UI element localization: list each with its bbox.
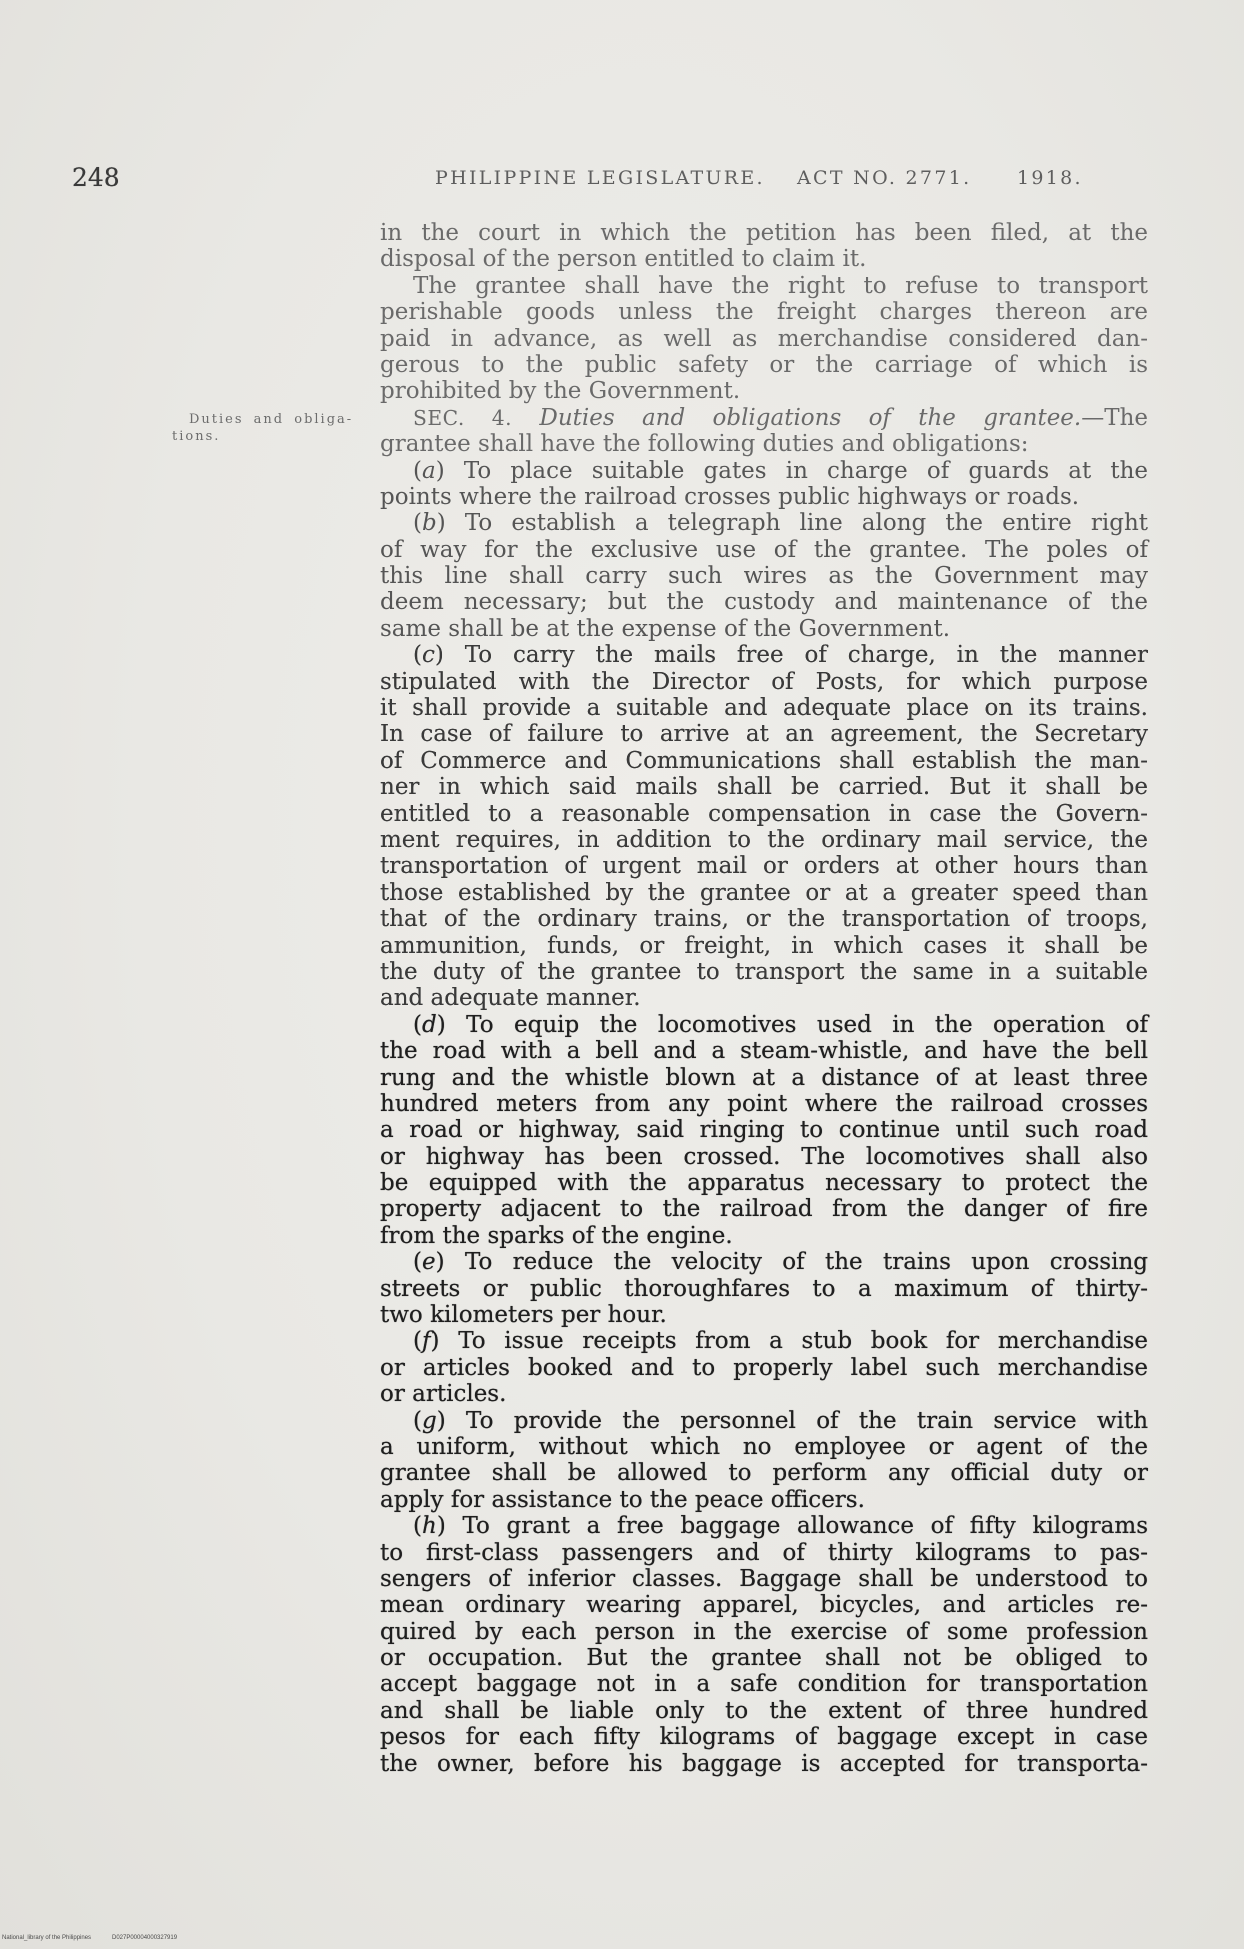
- body-line: [380, 589, 1148, 615]
- line-text: same shall be at the expense of the Government.: [380, 615, 951, 642]
- line-text: sengers of inferior classes. Baggage shall be understood to: [380, 1565, 1148, 1592]
- paragraph: [380, 220, 1148, 273]
- body-line: [380, 1302, 1148, 1328]
- line-text: the owner, before his baggage is accepted for transporta-: [380, 1750, 1148, 1777]
- line-text: or articles.: [380, 1381, 507, 1408]
- body-line: [380, 959, 1148, 985]
- line-text: rung and the whistle blown at a distance of at least three: [380, 1064, 1148, 1091]
- line-text: To place suitable gates in charge of guards at the: [463, 457, 1149, 484]
- body-line: [380, 880, 1148, 906]
- body-line: [380, 1460, 1148, 1486]
- label-letter: c: [421, 642, 435, 669]
- body-line: [380, 1223, 1148, 1249]
- body-line: [380, 1249, 1148, 1275]
- body-line: [380, 458, 1148, 484]
- line-text: of Commerce and Communications shall establish the man-: [380, 747, 1148, 774]
- body-text: [380, 220, 1148, 1777]
- margin-note-line: tions.: [172, 429, 221, 444]
- line-text: In case of failure to arrive at an agreement, the Secretary: [380, 721, 1148, 748]
- label-letter: a: [421, 457, 436, 484]
- line-text: deem necessary; but the custody and maintenance of the: [380, 589, 1148, 616]
- body-line: [380, 326, 1148, 352]
- body-line: [380, 827, 1148, 853]
- line-text: paid in advance, as well as merchandise considered dan-: [380, 325, 1148, 352]
- paragraph-label: (e): [413, 1249, 445, 1276]
- body-line: [380, 1117, 1148, 1143]
- paragraph-label: (b): [413, 510, 446, 537]
- section-number: SEC. 4.: [413, 405, 513, 430]
- body-line: [380, 299, 1148, 325]
- body-line: [380, 1434, 1148, 1460]
- body-line: [380, 1540, 1148, 1566]
- line-text: To reduce the velocity of the trains upon crossing: [464, 1249, 1149, 1276]
- body-line: [380, 1751, 1148, 1777]
- running-head-year: 1918.: [1017, 167, 1083, 189]
- body-line: [380, 352, 1148, 378]
- body-line: [380, 1724, 1148, 1750]
- body-line: [380, 1328, 1148, 1354]
- body-line: [380, 1038, 1148, 1064]
- lettered-paragraph: [380, 458, 1148, 511]
- body-line: [380, 774, 1148, 800]
- line-text: To grant a free baggage allowance of fifty kilograms: [462, 1513, 1149, 1540]
- line-text: ner in which said mails shall be carried. But it shall be: [380, 774, 1148, 801]
- line-text: hundred meters from any point where the railroad crosses: [380, 1090, 1148, 1117]
- label-letter: h: [421, 1513, 437, 1540]
- line-text: prohibited by the Government.: [380, 378, 741, 405]
- body-line: [380, 484, 1148, 510]
- lettered-paragraph: [380, 642, 1148, 1011]
- body-line: [380, 246, 1148, 272]
- line-text: To carry the mails free of charge, in the manner: [464, 642, 1148, 669]
- line-text: To equip the locomotives used in the operation of: [466, 1011, 1148, 1038]
- body-line: [380, 1513, 1148, 1539]
- line-text: the road with a bell and a steam-whistle, and have the bell: [380, 1038, 1148, 1065]
- line-text: ment requires, in addition to the ordinary mail service, the: [380, 826, 1148, 853]
- line-text: or occupation. But the grantee shall not be obliged to: [380, 1645, 1148, 1672]
- line-text: To establish a telegraph line along the entire right: [464, 510, 1148, 537]
- line-text: and shall be liable only to the extent of three hundred: [380, 1697, 1148, 1724]
- line-text: it shall provide a suitable and adequate place on its trains.: [380, 695, 1148, 722]
- label-letter: d: [421, 1011, 437, 1038]
- body-line: [380, 1645, 1148, 1671]
- line-text: grantee shall be allowed to perform any official duty or: [380, 1460, 1148, 1487]
- body-line: [380, 1487, 1148, 1513]
- body-line: [380, 563, 1148, 589]
- line-text: points where the railroad crosses public highways or roads.: [380, 483, 1080, 510]
- paragraph-label: (g): [413, 1407, 446, 1434]
- line-text: gerous to the public safety or the carriage of which is: [380, 351, 1148, 378]
- body-line: [380, 906, 1148, 932]
- lettered-paragraph: [380, 1328, 1148, 1407]
- body-line: [380, 1144, 1148, 1170]
- body-line: [380, 1381, 1148, 1407]
- line-text: two kilometers per hour.: [380, 1302, 667, 1329]
- line-text: accept baggage not in a safe condition for transportation: [380, 1671, 1148, 1698]
- body-line: [380, 537, 1148, 563]
- body-line: [380, 1566, 1148, 1592]
- line-text: mean ordinary wearing apparel, bicycles, and articles re-: [380, 1592, 1148, 1619]
- label-letter: g: [421, 1407, 437, 1434]
- line-text: property adjacent to the railroad from the danger of fire: [380, 1196, 1148, 1223]
- body-line: [380, 642, 1148, 668]
- line-text: disposal of the person entitled to claim it.: [380, 246, 867, 273]
- line-text: or highway has been crossed. The locomotives shall also: [380, 1143, 1148, 1170]
- running-head-legislature: PHILIPPINE LEGISLATURE.: [435, 167, 765, 189]
- body-line: [380, 1619, 1148, 1645]
- body-line: [380, 801, 1148, 827]
- body-line: [380, 1408, 1148, 1434]
- label-letter: f: [421, 1328, 431, 1355]
- scan-footer-file-id: D027P00004000327919: [112, 1935, 178, 1941]
- line-text: this line shall carry such wires as the Government may: [380, 563, 1148, 590]
- body-line: [380, 1196, 1148, 1222]
- paragraph-label: (f): [413, 1328, 440, 1355]
- body-line: [380, 721, 1148, 747]
- paragraph-label: (h): [413, 1513, 446, 1540]
- label-letter: e: [421, 1249, 436, 1276]
- line-text: a road or highway, said ringing to continue until such road: [380, 1117, 1148, 1144]
- paragraph-label: (c): [413, 642, 444, 669]
- line-text: pesos for each fifty kilograms of baggage except in case: [380, 1724, 1148, 1751]
- line-text: apply for assistance to the peace officers.: [380, 1486, 865, 1513]
- line-text: of way for the exclusive use of the grantee. The poles of: [380, 536, 1148, 563]
- body-line: [380, 1671, 1148, 1697]
- body-line: [380, 405, 1148, 431]
- body-line: [380, 1091, 1148, 1117]
- body-line: [380, 1065, 1148, 1091]
- line-text: perishable goods unless the freight charges thereon are: [380, 299, 1148, 326]
- running-head-act-number: ACT NO. 2771.: [797, 167, 972, 189]
- body-line: [380, 853, 1148, 879]
- body-line: [380, 1355, 1148, 1381]
- lettered-paragraph: [380, 1408, 1148, 1514]
- line-text: the duty of the grantee to transport the same in a suitable: [380, 958, 1148, 985]
- section-heading: Duties and obligations of the grantee.: [539, 404, 1082, 431]
- lettered-paragraph: [380, 1513, 1148, 1777]
- line-text: grantee shall have the following duties and obligations:: [380, 431, 1029, 458]
- lettered-paragraph: [380, 510, 1148, 642]
- body-line: [380, 431, 1148, 457]
- line-text: ammunition, funds, or freight, in which cases it shall be: [380, 932, 1148, 959]
- body-line: [380, 616, 1148, 642]
- body-line: [380, 748, 1148, 774]
- body-line: [380, 933, 1148, 959]
- line-text: those established by the grantee or at a greater speed than: [380, 879, 1148, 906]
- line-text: and adequate manner.: [380, 985, 641, 1012]
- line-text: quired by each person in the exercise of some profession: [380, 1618, 1148, 1645]
- line-text: in the court in which the petition has been filed, at the: [380, 220, 1148, 246]
- body-line: [380, 220, 1148, 246]
- line-text: a uniform, without which no employee or agent of the: [380, 1433, 1148, 1460]
- line-text: entitled to a reasonable compensation in case the Govern-: [380, 800, 1148, 827]
- body-line: [380, 985, 1148, 1011]
- line-text: transportation of urgent mail or orders at other hours than: [380, 853, 1148, 880]
- line-text: or articles booked and to properly label such merchandise: [380, 1354, 1148, 1381]
- section-paragraph: [380, 405, 1148, 458]
- paragraph: [380, 273, 1148, 405]
- line-text: stipulated with the Director of Posts, for which purpose: [380, 668, 1148, 695]
- body-line: [380, 1170, 1148, 1196]
- body-line: [380, 378, 1148, 404]
- paragraph-label: (d): [413, 1011, 446, 1038]
- line-text: To provide the personnel of the train service with: [466, 1407, 1149, 1434]
- body-line: [380, 510, 1148, 536]
- lettered-paragraph: [380, 1012, 1148, 1250]
- line-text: —The: [1081, 404, 1148, 431]
- label-letter: b: [421, 510, 437, 537]
- body-line: [380, 273, 1148, 299]
- body-line: [380, 695, 1148, 721]
- lettered-paragraph: [380, 1249, 1148, 1328]
- line-text: The grantee shall have the right to refuse to transport: [413, 272, 1148, 299]
- page-number: 248: [72, 163, 120, 192]
- body-line: [380, 1698, 1148, 1724]
- scan-footer-library: National_library of the Philippines: [2, 1935, 92, 1941]
- body-line: [380, 669, 1148, 695]
- line-text: streets or public thoroughfares to a maximum of thirty-: [380, 1275, 1148, 1302]
- line-text: to first-class passengers and of thirty kilograms to pas-: [380, 1539, 1148, 1566]
- margin-note-line: Duties and obliga-: [189, 412, 354, 427]
- line-text: be equipped with the apparatus necessary to protect the: [380, 1170, 1148, 1197]
- body-line: [380, 1276, 1148, 1302]
- line-text: that of the ordinary trains, or the transportation of troops,: [380, 906, 1148, 933]
- line-text: To issue receipts from a stub book for merchandise: [458, 1328, 1148, 1355]
- line-text: from the sparks of the engine.: [380, 1222, 733, 1249]
- body-line: [380, 1592, 1148, 1618]
- paragraph-label: (a): [413, 457, 445, 484]
- body-line: [380, 1012, 1148, 1038]
